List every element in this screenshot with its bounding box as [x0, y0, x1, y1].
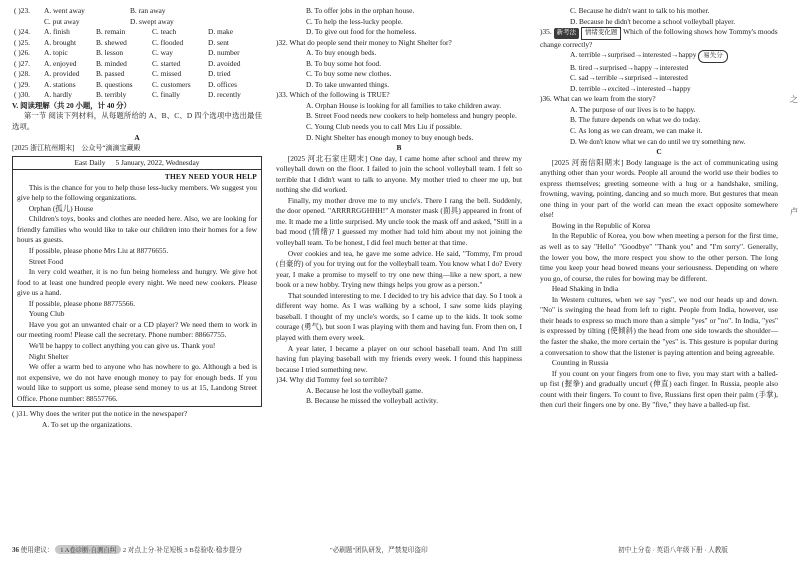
cloze-option-c: C. started [152, 58, 181, 68]
q35-option-c: C. sad→terrible→surprised→interested [570, 73, 688, 83]
cloze-option-b: B. questions [96, 79, 133, 89]
cloze-option-c: C. put away [44, 16, 80, 26]
cloze-option-a: A. topic [44, 48, 68, 58]
cloze-number: ( )23. [14, 6, 31, 15]
mood-change-tag: 情绪变化题 [581, 27, 622, 40]
cloze-option-d: D. make [208, 27, 234, 37]
question-31: ( )31. Why does the writer put the notice in the newspaper? [12, 409, 188, 419]
notice-box [12, 156, 262, 408]
question-34: )34. Why did Tommy feel so terrible? [276, 375, 388, 385]
cloze-option-b: B. lesson [96, 48, 124, 58]
q33-option-a: A. Orphan House is looking for all families to take children away. [306, 100, 502, 110]
night-heading: Night Shelter [28, 351, 69, 361]
question-32: )32. What do people send their money to Night Shelter for? [276, 37, 452, 47]
passage-a-source: [2025 浙江杭州期末] 公众号“滴滴宝藏殿 [12, 144, 141, 153]
orphan-phone: If possible, please phone Mrs Liu at 88776655. [28, 246, 169, 256]
cloze-option-a: A. provided [44, 69, 80, 79]
q34-option-d: D. Because he didn't become a school volleyball player. [570, 16, 736, 26]
cloze-option-a: A. stations [44, 79, 76, 89]
q36-option-d: D. We don't know what we can do until we try something new. [570, 137, 746, 146]
cloze-option-b: B. shewed [96, 37, 127, 47]
q32-option-a: A. To buy enough beds. [306, 48, 377, 58]
cloze-option-c: C. finally [152, 90, 180, 100]
korea-heading: Bowing in the Republic of Korea [551, 220, 651, 230]
q36-option-b: B. The future depends on what we do today. [570, 115, 701, 125]
cloze-option-a: A. brought [44, 37, 77, 47]
cloze-option-d: D. sent [208, 37, 229, 47]
footer-center: "必刷题"团队研发，严禁复印盗印 [330, 547, 428, 554]
easy-mistake-callout: 易失分 [698, 50, 728, 63]
cloze-option-a: A. hardly [44, 90, 72, 100]
question-36: )36. What can we learn from the story? [540, 94, 656, 104]
q35-option-a [540, 50, 778, 63]
cloze-option-d: D. offices [208, 79, 238, 89]
q32-option-c: C. To buy some new clothes. [306, 69, 392, 79]
passage-c-label: C [656, 147, 662, 157]
notice-title: THEY NEED YOUR HELP [164, 172, 257, 182]
left-column [12, 6, 262, 430]
cloze-option-b: B. terribly [96, 90, 127, 100]
notice-header [13, 157, 261, 171]
side-mark-2: 卢 [790, 207, 798, 216]
cloze-number: ( )27. [14, 58, 31, 68]
passage-b-label: B [396, 143, 402, 153]
cloze-options [12, 6, 262, 101]
cloze-option-b: B. passed [96, 69, 125, 79]
step-2: 2 对点上分·补足短板 [122, 547, 183, 554]
section-title: V. 阅读理解（共 20 小题，计 40 分） [12, 100, 131, 110]
q31-option-a: A. To set up the organizations. [42, 419, 133, 429]
notice-body [13, 170, 261, 406]
q34-option-b: B. Because he missed the volleyball activity. [306, 396, 439, 406]
passage-b-p5: A year later, I became a player on our school baseball team. And I'm still having fun playing baseball with my friends every week. I found this happiness because I tried something new. [276, 343, 522, 374]
cloze-row [12, 27, 262, 38]
q34-option-a: A. Because he lost the volleyball game. [306, 385, 423, 395]
cloze-number: ( )24. [14, 27, 31, 37]
q36-option-a: A. The purpose of our lives is to be happy. [570, 104, 696, 114]
passage-c-p1: [2025 河南信阳期末] Body language is the act of communicating using anything other than your words. People all around the world use their bodies to express themselves; greeting someone with a hug or a handshake, smiling, frowning, waving, pointing, dancing and so much more. But gestures that mean one thing in your part of the world can mean the exact opposite somewhere else! [540, 157, 778, 220]
notice-intro: This is the chance for you to help those less-lucky members. We suggest you give help to the following organizations. [17, 182, 257, 203]
q35-text: Which of the following shows how Tommy's moods change correctly? [540, 27, 778, 49]
passage-a-label: A [134, 132, 140, 142]
orphan-body: Children's toys, books and clothes are needed here. Also, we are looking for friendly families who would like to take our children into their homes for a few hours as guests. [17, 214, 257, 245]
q35-option-a-text: A. terrible→surprised→interested→happy [570, 50, 697, 60]
passage-b-p1: [2025 河北石家庄期末] One day, I came home after school and threw my volleyball down on the floor. I failed to join the school volleyball team. I felt so terrible that I didn't want to talk to anyone. My mother tried to cheer me up, but nothing she did worked. [276, 153, 522, 195]
passage-b-p3: Over cookies and tea, he gave me some advice. He said, "Tommy, I'm proud (自豪的) of you for trying out for the volleyball team. You know what I do? Every year, I make a promise to myself to try one new thing—like a new sport, a new book or a new hobby. Trying new things helps you grow as a person." [276, 248, 522, 290]
q35-option-d: D. terrible→excited→interested→happy [570, 83, 691, 93]
cloze-option-b: B. ran away [130, 6, 166, 15]
q32-option-b: B. To buy some hot food. [306, 58, 382, 68]
cloze-row [12, 59, 262, 70]
q33-option-b: B. Street Food needs new cookers to help homeless and hungry people. [306, 111, 517, 121]
q31-option-c: C. To help the less-lucky people. [306, 16, 403, 26]
cloze-option-b: B. minded [96, 58, 127, 68]
young-thanks: We'll be happy to collect anything you can give us. Thank you! [28, 340, 216, 350]
cloze-option-a: A. finish [44, 27, 70, 37]
cloze-option-d: D. swept away [130, 16, 174, 26]
step-3: 3 B卷验收·稳步提分 [184, 547, 243, 554]
cloze-number: ( )25. [14, 37, 31, 47]
passage-b-p2: Finally, my mother drove me to my uncle's. There I rang the bell. Suddenly, the door opened. "ARRRRGGHHH!" A monster mask (面具) appeared in front of me. It made me a little surprised. My uncle took the mask off and asked, "Still in a bad mood (情绪)? I guessed my mother had told him about my not joining the volleyball team. To be honest, I did feel much better at that time. [276, 195, 522, 248]
passage-b-p4: That sounded interesting to me. I decided to try his advice that day. So I took a different way home. As I was walking by a school, I saw some kids playing baseball. I thought of my uncle's words, so I came up to the kids. It took some courage (勇气), but soon I was playing with them and having fun. From then on, I played with them every week. [276, 290, 522, 342]
cloze-option-c: C. teach [152, 27, 177, 37]
cloze-option-c: C. flooded [152, 37, 184, 47]
india-heading: Head Shaking in India [551, 284, 619, 294]
cloze-option-a: A. went away [44, 6, 85, 15]
russia-heading: Counting in Russia [551, 358, 609, 368]
new-method-tag: 新考法 [554, 28, 580, 39]
cloze-row [12, 48, 262, 59]
q33-option-c: C. Young Club needs you to call Mrs Liu if possible. [306, 122, 462, 132]
q35-option-b: B. tired→surprised→happy→interested [570, 62, 689, 72]
orphan-heading: Orphan (孤儿) House [28, 203, 94, 213]
cloze-number: ( )29. [14, 79, 31, 89]
food-body: In very cold weather, it is no fun being homeless and hungry. We give hot food to at least one hundred people every night. We need new cookers. Please give us a hand. [17, 267, 257, 298]
cloze-option-c: C. missed [152, 69, 182, 79]
cloze-option-d: D. tried [208, 69, 231, 79]
q31-option-b: B. To offer jobs in the orphan house. [306, 6, 415, 15]
cloze-option-c: C. customers [152, 79, 191, 89]
passage-c-p4: If you count on your fingers from one to five, you may start with a balled-up fist (握拳) and gradually uncurl (伸直) each finger. In Russia, people also count with their fingers. To count to five, Russians first open their palm (手掌), then curl their fingers one by one. By "five," they have a balled-up fist. [540, 368, 778, 410]
young-body: Have you got an unwanted chair or a CD player? We need them to work in our meeting room! Please call the secretary. Phone number: 88667755. [17, 319, 257, 340]
food-heading: Street Food [28, 256, 64, 266]
cloze-option-c: C. way [152, 48, 173, 58]
q36-option-c: C. As long as we can dream, we can make it. [570, 126, 703, 136]
cloze-option-a: A. enjoyed [44, 58, 77, 68]
cloze-option-b: B. remain [96, 27, 126, 37]
young-heading: Young Club [28, 309, 65, 319]
question-33: )33. Which of the following is TRUE? [276, 90, 390, 100]
q32-option-d: D. To take unwanted things. [306, 79, 390, 89]
right-column [540, 6, 778, 411]
cloze-number: ( )28. [14, 69, 31, 79]
cloze-row [12, 90, 262, 101]
cloze-number: ( )26. [14, 48, 31, 58]
q33-option-d: D. Night Shelter has enough money to buy enough beds. [306, 132, 474, 142]
page-number: 36 [12, 546, 19, 554]
footer-right: 初中上分卷 · 英语八年级下册 · 人教版 [618, 547, 728, 554]
q34-option-c: C. Because he didn't want to talk to his mother. [570, 6, 710, 15]
cloze-row [12, 69, 262, 80]
advice-label: 使用建议： [20, 547, 54, 554]
step-1: 1 A卷诊断·自测自纠 [55, 545, 121, 554]
passage-c-p3: In Western cultures, when we say "yes", we nod our heads up and down. "No" is swinging the head from left to right. People from India, however, use their heads to express so much more than a simple "yes" or "no". In India, "yes" is expressed by tilting (使倾斜) the head from one side towards the shoulder—the faster the shake, the more certain the "yes" is. This gesture is popular during a conversation to show that the listener is paying attention and being agreeable. [540, 294, 778, 357]
notice-date: 5 January, 2022, Wednesday [115, 157, 200, 167]
cloze-option-d: D. number [208, 48, 240, 58]
notice-paper: East Daily [74, 157, 106, 167]
cloze-option-d: D. recently [208, 90, 241, 100]
passage-c-p2: In the Republic of Korea, you bow when meeting a person for the first time, as well as to say "Hello" "Goodbye" "Thank you" and "I'm sorry". Generally, the lower you bow, the more respect you show to the other person. The long time you keep your head bowed means your seriousness. Depending on where you go, of course, the rules for bowing may be different. [540, 231, 778, 283]
section-instructions: 第一节 阅读下列材料，从每题所给的 A、B、C、D 四个选项中选出最佳选项。 [12, 111, 262, 132]
footer-left [12, 544, 262, 554]
night-body: We offer a warm bed to anyone who has nowhere to go. Although a bed is not expensive, we do not have enough money to pay for enough beds. If you would like to support us some, please send money to us at 15, Landong Street Office. Phone number: 88557766. [17, 362, 257, 403]
q31-option-d: D. To give out food for the homeless. [306, 27, 417, 37]
cloze-number: ( )30. [14, 90, 31, 100]
food-phone: If possible, please phone 88775566. [28, 298, 136, 308]
cloze-row [12, 38, 262, 49]
middle-column [276, 6, 522, 407]
side-mark-1: 之 [790, 95, 798, 104]
q35-number: )35. [540, 27, 552, 37]
cloze-row [12, 6, 262, 27]
cloze-option-d: D. avoided [208, 58, 241, 68]
cloze-row [12, 80, 262, 91]
question-35 [540, 27, 778, 50]
